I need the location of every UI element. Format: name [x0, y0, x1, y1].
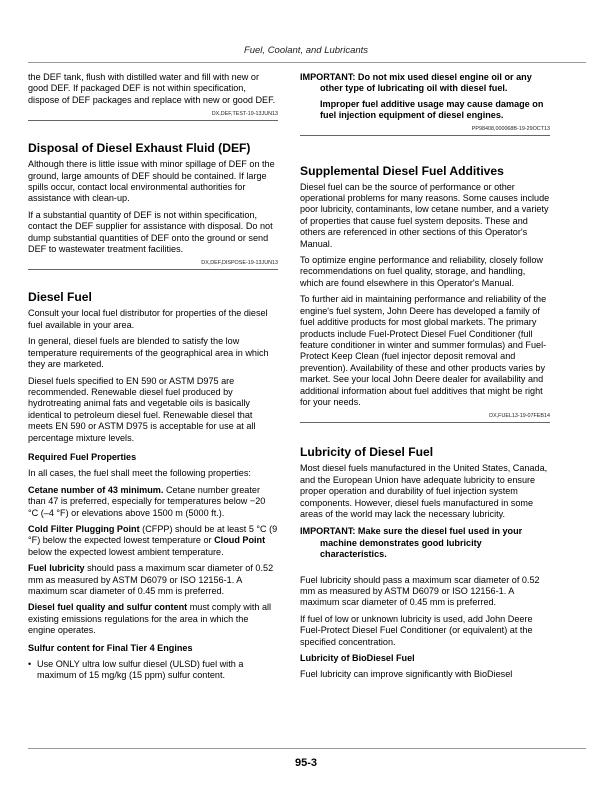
header-rule — [28, 62, 586, 63]
paragraph: Although there is little issue with minor spillage of DEF on the ground, large amounts of DEF should be contained. If large spills occur, contact local environmental authorities for assistance with clean-up. — [28, 159, 275, 204]
bullet-text: Use ONLY ultra low sulfur diesel (ULSD) fuel with a maximum of 15 mg/kg (15 ppm) sulfur content. — [37, 659, 244, 681]
bullet-icon: • — [28, 659, 32, 670]
paragraph: In all cases, the fuel shall meet the following properties: — [28, 468, 251, 479]
term: Fuel lubricity — [28, 563, 85, 574]
important-note — [300, 526, 550, 560]
term-text: Cetane number greater than 47 is preferred, especially for temperatures below −20 °C (–4 °F) or elevations above 1500 m (5000 ft.). — [28, 484, 266, 518]
section-title-diesel-fuel: Diesel Fuel — [28, 290, 92, 305]
paragraph: Diesel fuels specified to EN 590 or ASTM D975 are recommended. Renewable diesel fuel produced by hydrotreating animal fats and vegetable oils is basically identical to petroleum diesel fuel. Renewable diesel that meets EN 590 or ASTM D975 is acceptable for use at all percentage mixture levels. — [28, 375, 256, 443]
paragraph: In general, diesel fuels are blended to satisfy the low temperature requirements of the geographical area in which they are marketed. — [28, 336, 269, 370]
property-quality — [28, 602, 278, 636]
important-text-2: Improper fuel additive usage may cause damage on fuel injection equipment of diesel engines. — [320, 98, 544, 121]
paragraph: To optimize engine performance and reliability, closely follow recommendations on fuel quality, storage, and handling, which are found elsewhere in this Operator's Manual. — [300, 255, 543, 288]
term: Cold Filter Plugging Point — [28, 523, 140, 534]
section-title-supplemental: Supplemental Diesel Fuel Additives — [300, 163, 504, 178]
term-text: (CFPP) should be at least 5 °C (9 °F) below the expected lowest temperature or — [28, 523, 278, 546]
property-lubricity — [28, 563, 278, 597]
term: Diesel fuel quality and sulfur content — [28, 602, 188, 613]
paragraph: To further aid in maintaining performance and reliability of the engine's fuel system, John Deere has developed a family of fuel additive products for most global markets. The primary products include Fuel-Protect Diesel Fuel Conditioner (full feature conditioner in winter and summer formulas) and Fuel-Protect Keep Clean (fuel injector deposit removal and prevention). Availability of these and other products varies by market. See your local John Deere dealer for availability and additional information about fuel additives that might be right for your needs. — [300, 294, 547, 407]
important-text: Do not mix used diesel engine oil or any other type of lubricating oil with diesel fuel. — [320, 72, 532, 94]
important-text: Make sure the diesel fuel used in your machine demonstrates good lubricity characteristics. — [320, 526, 523, 560]
important-label: IMPORTANT: — [300, 72, 356, 82]
paragraph: Consult your local fuel distributor for properties of the diesel fuel available in your area. — [28, 308, 268, 330]
subheading-sulfur: Sulfur content for Final Tier 4 Engines — [28, 642, 193, 653]
term-text: must comply with all existing emissions regulations for the area in which the engine operates. — [28, 602, 272, 636]
paragraph: Most diesel fuels manufactured in the United States, Canada, and the European Union have adequate lubricity to ensure proper operation and durability of fuel injection system components. However, diesel fuels manufactured in some areas of the world may lack the necessary lubricity. — [300, 463, 548, 519]
section-code: DX,FUEL13-19-07FEB14 — [489, 413, 550, 420]
right-column — [300, 72, 550, 686]
section-code: PP98408,000068B-19-29OCT13 — [471, 125, 550, 132]
important-label: IMPORTANT: — [300, 526, 356, 537]
paragraph: Fuel lubricity should pass a maximum scar diameter of 0.52 mm as measured by ASTM D6079 or ISO 12156-1. A maximum scar diameter of 0.45 mm is preferred. — [300, 574, 540, 608]
section-title-lubricity: Lubricity of Diesel Fuel — [300, 445, 434, 460]
paragraph: If a substantial quantity of DEF is not within specification, contact the DEF supplier for assistance with disposal. Do not dump substantial quantities of DEF onto the ground or send DEF to wastewater treatment facilities. — [28, 209, 273, 255]
term-text: below the expected lowest ambient temperature. — [28, 546, 224, 557]
bullet-item — [28, 659, 278, 682]
paragraph: If fuel of low or unknown lubricity is used, add John Deere Fuel-Protect Diesel Fuel Conditioner (or equivalent) at the specified concentration. — [300, 613, 533, 647]
property-cetane — [28, 485, 278, 519]
paragraph: Diesel fuel can be the source of performance or other operational problems for many reasons. Some causes include poor lubricity, contaminants, low cetane number, and a variety of properties that cause fuel system deposits. These and others are referenced in other sections of this Operator's Manual. — [300, 181, 550, 249]
left-column — [28, 72, 278, 682]
important-note — [300, 72, 550, 95]
paragraph: Fuel lubricity can improve significantly with BioDiesel — [300, 669, 513, 680]
term: Cetane number of 43 minimum. — [28, 484, 164, 495]
term-text: should pass a maximum scar diameter of 0.52 mm as measured by ASTM D6079 or ISO 12156-1. A maximum scar diameter of 0.45 mm is preferred. — [28, 563, 274, 596]
subheading-biodiesel: Lubricity of BioDiesel Fuel — [300, 653, 415, 664]
running-header: Fuel, Coolant, and Lubricants — [243, 45, 369, 56]
footer-rule — [28, 748, 586, 749]
section-code: DX,DEF,DISPOSE-19-13JUN13 — [201, 260, 278, 267]
subheading-required-properties: Required Fuel Properties — [28, 451, 137, 462]
page-number: 95-3 — [294, 757, 318, 769]
section-title-disposal: Disposal of Diesel Exhaust Fluid (DEF) — [28, 141, 251, 156]
property-cfpp — [28, 524, 278, 558]
continued-paragraph: the DEF tank, flush with distilled water and fill with new or good DEF. If packaged DEF is not within specification, dispose of DEF packages and replace with new or good DEF. — [28, 72, 276, 105]
term: Cloud Point — [214, 535, 266, 546]
section-code: DX,DEF,TEST-19-13JUN13 — [211, 111, 278, 118]
